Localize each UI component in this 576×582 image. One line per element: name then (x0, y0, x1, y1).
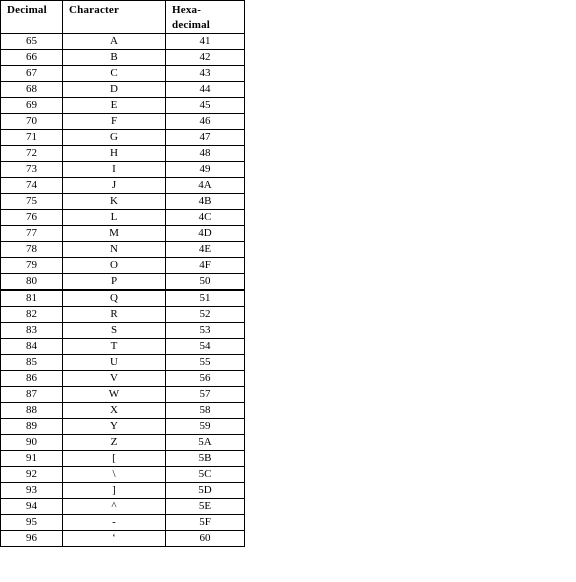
table-row (1, 146, 245, 162)
table-row (1, 258, 245, 274)
character-cell: W (63, 387, 166, 403)
hex-cell: 44 (166, 82, 245, 98)
table-row (1, 290, 245, 307)
character-cell: \ (63, 467, 166, 483)
character-cell: S (63, 323, 166, 339)
character-cell: C (63, 66, 166, 82)
hex-cell: 51 (166, 290, 245, 307)
table-row (1, 435, 245, 451)
decimal-cell: 78 (1, 242, 63, 258)
hexadecimal-column-header (166, 1, 245, 34)
decimal-cell: 74 (1, 178, 63, 194)
ascii-table (0, 0, 245, 547)
character-cell: K (63, 194, 166, 210)
hex-cell: 47 (166, 130, 245, 146)
decimal-cell: 79 (1, 258, 63, 274)
decimal-cell: 81 (1, 290, 63, 307)
decimal-column-header (1, 1, 63, 34)
character-cell: - (63, 515, 166, 531)
table-row (1, 339, 245, 355)
table-row (1, 50, 245, 66)
hex-cell: 49 (166, 162, 245, 178)
character-cell: F (63, 114, 166, 130)
hex-cell: 4B (166, 194, 245, 210)
character-cell: U (63, 355, 166, 371)
character-cell: Y (63, 419, 166, 435)
character-cell: ‘ (63, 531, 166, 547)
hex-cell: 4C (166, 210, 245, 226)
table-row (1, 403, 245, 419)
table-row (1, 162, 245, 178)
decimal-cell: 66 (1, 50, 63, 66)
character-cell: L (63, 210, 166, 226)
hex-cell: 42 (166, 50, 245, 66)
hex-cell: 52 (166, 307, 245, 323)
hex-cell: 43 (166, 66, 245, 82)
hex-cell: 58 (166, 403, 245, 419)
decimal-cell: 73 (1, 162, 63, 178)
table-row (1, 483, 245, 499)
decimal-cell: 69 (1, 98, 63, 114)
character-cell: ] (63, 483, 166, 499)
character-cell: T (63, 339, 166, 355)
hex-cell: 53 (166, 323, 245, 339)
decimal-cell: 68 (1, 82, 63, 98)
decimal-cell: 94 (1, 499, 63, 515)
decimal-cell: 85 (1, 355, 63, 371)
table-row (1, 419, 245, 435)
hex-cell: 5D (166, 483, 245, 499)
decimal-cell: 65 (1, 34, 63, 50)
table-header (1, 1, 245, 34)
table-row (1, 323, 245, 339)
table-row (1, 371, 245, 387)
character-cell: J (63, 178, 166, 194)
decimal-cell: 86 (1, 371, 63, 387)
decimal-cell: 91 (1, 451, 63, 467)
hex-cell: 46 (166, 114, 245, 130)
table-row (1, 98, 245, 114)
decimal-cell: 92 (1, 467, 63, 483)
decimal-cell: 71 (1, 130, 63, 146)
character-cell: A (63, 34, 166, 50)
decimal-cell: 96 (1, 531, 63, 547)
character-cell: V (63, 371, 166, 387)
table-row (1, 515, 245, 531)
hex-cell: 5B (166, 451, 245, 467)
hex-cell: 4D (166, 226, 245, 242)
table-row (1, 387, 245, 403)
hex-cell: 5F (166, 515, 245, 531)
decimal-cell: 75 (1, 194, 63, 210)
table-row (1, 114, 245, 130)
table-row (1, 194, 245, 210)
table-row (1, 531, 245, 547)
decimal-cell: 90 (1, 435, 63, 451)
hex-cell: 57 (166, 387, 245, 403)
table-row (1, 274, 245, 291)
character-cell: E (63, 98, 166, 114)
table-row (1, 210, 245, 226)
decimal-cell: 80 (1, 274, 63, 291)
table-row (1, 178, 245, 194)
character-cell: B (63, 50, 166, 66)
character-cell: D (63, 82, 166, 98)
character-cell: [ (63, 451, 166, 467)
hex-cell: 5C (166, 467, 245, 483)
decimal-cell: 87 (1, 387, 63, 403)
table-row (1, 307, 245, 323)
table-row (1, 66, 245, 82)
character-cell: I (63, 162, 166, 178)
hex-cell: 50 (166, 274, 245, 291)
hex-cell: 4A (166, 178, 245, 194)
decimal-cell: 88 (1, 403, 63, 419)
hex-cell: 56 (166, 371, 245, 387)
hex-header-label-line2: decimal (172, 19, 211, 31)
hex-cell: 54 (166, 339, 245, 355)
hex-cell: 4F (166, 258, 245, 274)
hex-cell: 41 (166, 34, 245, 50)
table-row (1, 34, 245, 50)
hex-cell: 48 (166, 146, 245, 162)
decimal-cell: 89 (1, 419, 63, 435)
table-row (1, 451, 245, 467)
character-cell: P (63, 274, 166, 291)
hex-cell: 55 (166, 355, 245, 371)
hex-cell: 5A (166, 435, 245, 451)
decimal-cell: 83 (1, 323, 63, 339)
character-cell: ^ (63, 499, 166, 515)
character-cell: X (63, 403, 166, 419)
decimal-cell: 77 (1, 226, 63, 242)
table-row (1, 82, 245, 98)
hex-cell: 45 (166, 98, 245, 114)
character-cell: G (63, 130, 166, 146)
decimal-cell: 76 (1, 210, 63, 226)
table-row (1, 130, 245, 146)
table-row (1, 499, 245, 515)
character-header-label: Character (69, 4, 120, 16)
character-cell: Q (63, 290, 166, 307)
decimal-cell: 95 (1, 515, 63, 531)
decimal-cell: 82 (1, 307, 63, 323)
character-cell: Z (63, 435, 166, 451)
hex-cell: 5E (166, 499, 245, 515)
hex-cell: 60 (166, 531, 245, 547)
hex-header-label-line1: Hexa- (172, 4, 202, 16)
decimal-header-label: Decimal (7, 4, 47, 16)
header-row (1, 1, 245, 34)
table-row (1, 226, 245, 242)
table-row (1, 355, 245, 371)
table-body (1, 34, 245, 547)
character-cell: H (63, 146, 166, 162)
character-cell: O (63, 258, 166, 274)
decimal-cell: 70 (1, 114, 63, 130)
character-cell: R (63, 307, 166, 323)
decimal-cell: 93 (1, 483, 63, 499)
table-row (1, 467, 245, 483)
character-cell: N (63, 242, 166, 258)
character-column-header (63, 1, 166, 34)
decimal-cell: 67 (1, 66, 63, 82)
table-row (1, 242, 245, 258)
character-cell: M (63, 226, 166, 242)
decimal-cell: 84 (1, 339, 63, 355)
hex-cell: 4E (166, 242, 245, 258)
decimal-cell: 72 (1, 146, 63, 162)
hex-cell: 59 (166, 419, 245, 435)
